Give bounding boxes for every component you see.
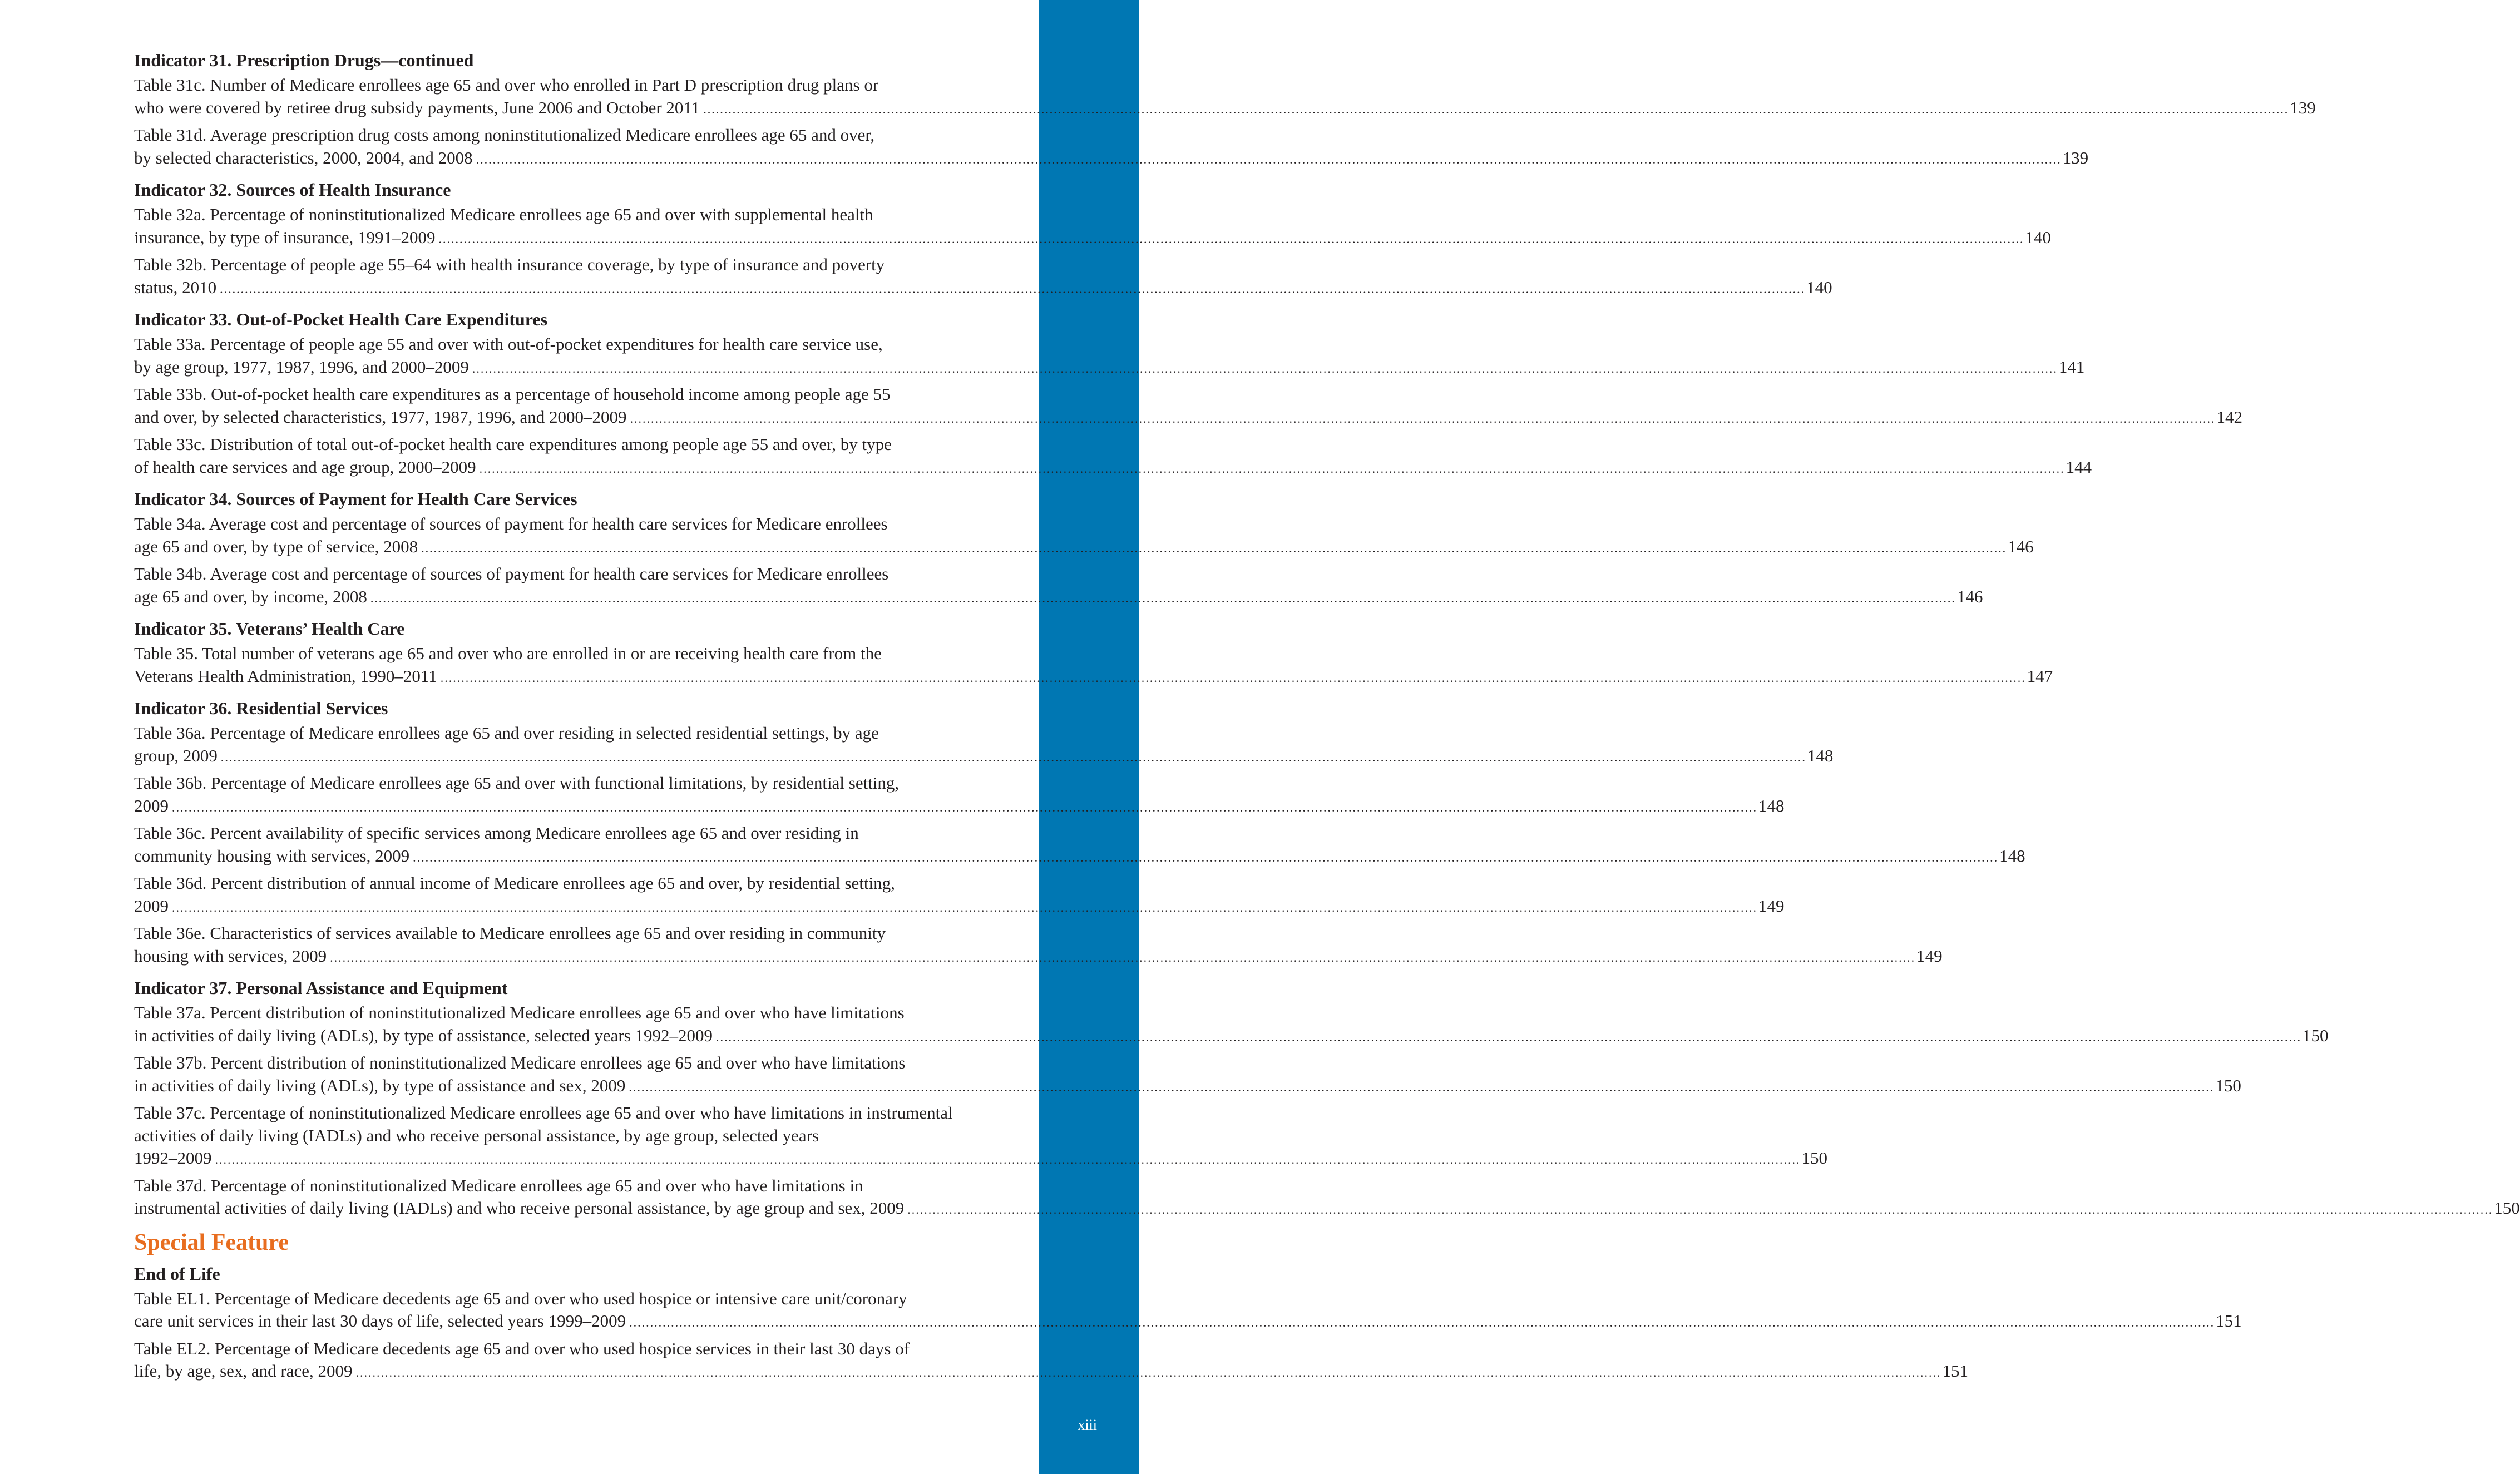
toc-entry[interactable] (134, 1288, 2242, 1334)
toc-entry-title: Table 33a. Percentage of people age 55 and over with out-of-pocket expenditures for health care service use, (134, 334, 883, 354)
toc-section (134, 487, 2034, 610)
toc-entry[interactable] (134, 513, 2034, 560)
toc-entry-title: Table 33b. Out-of-pocket health care expenditures as a percentage of household income among people age 55 (134, 384, 891, 404)
toc-entry-last-line (134, 1360, 1969, 1384)
toc-section (134, 307, 2242, 480)
toc-entry-last-line (134, 406, 2242, 431)
dot-leader: ............................................................................................................................................................................................................................................................................................................................................................................................ (479, 461, 2065, 476)
toc-entry[interactable] (134, 922, 1943, 969)
toc-entry-title-end: insurance, by type of insurance, 1991–2009 (134, 227, 436, 247)
dot-leader: ............................................................................................................................................................................................................................................................................................................................................................................................ (703, 102, 2289, 116)
toc-page-number[interactable]: 139 (2290, 97, 2316, 117)
toc-entry-last-line (134, 147, 2089, 171)
toc-entry-last-line (134, 665, 2053, 690)
toc-entry[interactable] (134, 722, 1834, 769)
toc-page-number[interactable]: 150 (2215, 1075, 2241, 1095)
toc-entry[interactable] (134, 772, 1785, 819)
toc-entry[interactable] (134, 1102, 1827, 1171)
toc-entry-title: Table 32a. Percentage of noninstitutionalized Medicare enrollees age 65 and over with supplemental health (134, 205, 873, 224)
dot-leader: ............................................................................................................................................................................................................................................................................................................................................................................................ (220, 750, 1806, 764)
sidebar-band (1039, 0, 1139, 1474)
toc-section (134, 1262, 2242, 1384)
toc-entry[interactable] (134, 333, 2085, 380)
toc-entry-last-line (134, 745, 1834, 769)
toc-page-number[interactable]: 151 (2216, 1311, 2242, 1330)
dot-leader: ............................................................................................................................................................................................................................................................................................................................................................................................ (629, 1315, 2215, 1329)
toc-page-number[interactable]: 144 (2066, 457, 2092, 477)
toc-page-number[interactable]: 147 (2027, 666, 2053, 686)
toc-entry-last-line (134, 536, 2034, 560)
dot-leader: ............................................................................................................................................................................................................................................................................................................................................................................................ (413, 850, 1999, 864)
toc-entry-title-end: by age group, 1977, 1987, 1996, and 2000–2009 (134, 357, 469, 377)
toc-entry-title: Table 31d. Average prescription drug costs among noninstitutionalized Medicare enrollees age 65 and over, (134, 125, 875, 145)
toc-entry-last-line (134, 1310, 2242, 1334)
toc-section (134, 48, 2316, 171)
toc-entry-title: Table 32b. Percentage of people age 55–64 with health insurance coverage, by type of insurance and poverty (134, 255, 885, 274)
toc-entry-title: Table 37d. Percentage of noninstitutionalized Medicare enrollees age 65 and over who have limitations in (134, 1175, 863, 1195)
toc-page-number[interactable]: 150 (1801, 1148, 1827, 1168)
toc-entry-title-end: community housing with services, 2009 (134, 845, 410, 865)
toc-entry-title: Table 34a. Average cost and percentage of sources of payment for health care services for Medicare enrollees (134, 514, 888, 533)
toc-entry[interactable] (134, 642, 2053, 689)
toc-page-number[interactable]: 146 (1956, 586, 1983, 606)
dot-leader: ............................................................................................................................................................................................................................................................................................................................................................................................ (476, 152, 2062, 166)
toc-entry-title: Table 35. Total number of veterans age 65 and over who are enrolled in or are receiving health care from the (134, 644, 882, 663)
toc-entry-title: Table EL2. Percentage of Medicare decedents age 65 and over who used hospice services in their last 30 days of (134, 1338, 910, 1358)
dot-leader: ............................................................................................................................................................................................................................................................................................................................................................................................ (472, 361, 2058, 375)
dot-leader: ............................................................................................................................................................................................................................................................................................................................................................................................ (355, 1366, 1941, 1379)
dot-leader: ............................................................................................................................................................................................................................................................................................................................................................................................ (629, 1080, 2215, 1094)
toc-entry-title-end: Veterans Health Administration, 1990–2011 (134, 666, 437, 686)
table-of-contents (134, 48, 2520, 1391)
toc-entry-title-end: who were covered by retiree drug subsidy payments, June 2006 and October 2011 (134, 97, 700, 117)
toc-entry-title: Table 36c. Percent availability of specific services among Medicare enrollees age 65 and over residing in (134, 823, 859, 843)
toc-entry[interactable] (134, 1052, 2241, 1099)
toc-entry-last-line (134, 795, 1785, 819)
toc-entry-title: Table 36a. Percentage of Medicare enrollees age 65 and over residing in selected residential settings, by age (134, 723, 879, 743)
special-feature (134, 1228, 2242, 1384)
toc-section (134, 976, 2520, 1221)
toc-entry[interactable] (134, 74, 2316, 121)
toc-entry-last-line (134, 1075, 2241, 1099)
toc-section (134, 177, 2052, 300)
toc-entry-title-end: status, 2010 (134, 277, 217, 297)
section-heading: End of Life (134, 1263, 220, 1284)
indicator-heading: Indicator 32. Sources of Health Insurance (134, 180, 451, 200)
toc-entry[interactable] (134, 1338, 1969, 1384)
indicator-heading: Indicator 36. Residential Services (134, 698, 388, 718)
indicator-list (134, 48, 2520, 1221)
special-feature-sections (134, 1262, 2242, 1384)
toc-entry-title: Table 34b. Average cost and percentage of sources of payment for health care services for Medicare enrollees (134, 564, 889, 583)
dot-leader: ............................................................................................................................................................................................................................................................................................................................................................................................ (172, 800, 1757, 814)
toc-entry-title-end: age 65 and over, by type of service, 2008 (134, 536, 418, 556)
toc-entry-last-line (134, 226, 2052, 251)
toc-entry-title: Table 33c. Distribution of total out-of-pocket health care expenditures among people age 55 and over, by type (134, 434, 892, 454)
toc-page-number[interactable]: 139 (2062, 147, 2089, 167)
toc-entry[interactable] (134, 1175, 2520, 1221)
special-feature-heading: Special Feature (134, 1229, 289, 1255)
dot-leader: ............................................................................................................................................................................................................................................................................................................................................................................................ (215, 1153, 1801, 1166)
toc-entry-title: Table 36b. Percentage of Medicare enrollees age 65 and over with functional limitations, by residential setting, (134, 773, 900, 793)
indicator-heading: Indicator 35. Veterans’ Health Care (134, 619, 405, 639)
toc-entry-last-line (134, 586, 1983, 610)
toc-section (134, 696, 2025, 969)
toc-entry-title-end: of health care services and age group, 2000–2009 (134, 457, 476, 477)
toc-entry[interactable] (134, 254, 1832, 300)
indicator-heading: Indicator 37. Personal Assistance and Equipment (134, 978, 508, 998)
toc-page-number[interactable]: 149 (1758, 896, 1785, 916)
dot-leader: ............................................................................................................................................................................................................................................................................................................................................................................................ (370, 591, 1956, 605)
dot-leader: ............................................................................................................................................................................................................................................................................................................................................................................................ (715, 1030, 2301, 1044)
toc-entry-last-line (134, 97, 2316, 121)
toc-entry-title: Table 36e. Characteristics of services available to Medicare enrollees age 65 and over residing in community (134, 923, 886, 943)
toc-entry[interactable] (134, 433, 2092, 480)
toc-entry-last-line (134, 456, 2092, 481)
dot-leader: ............................................................................................................................................................................................................................................................................................................................................................................................ (330, 950, 1916, 964)
toc-page-number[interactable]: 142 (2216, 407, 2242, 427)
toc-entry[interactable] (134, 204, 2052, 250)
dot-leader: ............................................................................................................................................................................................................................................................................................................................................................................................ (220, 281, 1806, 296)
toc-entry[interactable] (134, 1002, 2329, 1048)
toc-entry-title-end: life, by age, sex, and race, 2009 (134, 1361, 353, 1381)
toc-entry-title-end: instrumental activities of daily living (IADLs) and who receive personal assistance, by age group and sex, 2009 (134, 1198, 905, 1218)
toc-page-number[interactable]: 141 (2058, 357, 2085, 377)
toc-entry-title-end: care unit services in their last 30 days of life, selected years 1999–2009 (134, 1311, 626, 1330)
indicator-heading: Indicator 31. Prescription Drugs—continued (134, 50, 474, 70)
toc-page-number[interactable]: 150 (2302, 1025, 2329, 1045)
toc-page-number[interactable]: 140 (2025, 227, 2052, 247)
dot-leader: ............................................................................................................................................................................................................................................................................................................................................................................................ (172, 900, 1757, 914)
toc-page-number[interactable]: 148 (1807, 745, 1834, 765)
toc-entry-title-end: housing with services, 2009 (134, 946, 327, 966)
toc-entry-last-line (134, 1025, 2329, 1049)
toc-entry-title-end: in activities of daily living (ADLs), by type of assistance, selected years 1992–2009 (134, 1025, 713, 1045)
toc-entry[interactable] (134, 872, 1785, 919)
toc-entry-last-line (134, 1197, 2520, 1221)
toc-page-number[interactable]: 140 (1806, 277, 1832, 297)
dot-leader: ............................................................................................................................................................................................................................................................................................................................................................................................ (440, 670, 2026, 685)
toc-entry-title: Table 31c. Number of Medicare enrollees age 65 and over who enrolled in Part D prescription drug plans or (134, 75, 879, 95)
toc-entry-last-line (134, 276, 1832, 301)
toc-entry-title: Table 37a. Percent distribution of noninstitutionalized Medicare enrollees age 65 and over who have limitations (134, 1003, 905, 1022)
toc-entry-last-line (134, 945, 1943, 970)
toc-page-number[interactable]: 148 (1999, 845, 2025, 865)
toc-page-number[interactable]: 149 (1916, 946, 1943, 966)
toc-entry-last-line (134, 356, 2085, 380)
toc-entry-last-line (134, 1147, 1827, 1171)
toc-entry[interactable] (134, 822, 2025, 869)
toc-entry-title-end: 2009 (134, 896, 169, 916)
toc-page-number[interactable]: 148 (1758, 795, 1785, 815)
toc-entry-title-end: age 65 and over, by income, 2008 (134, 586, 367, 606)
toc-entry[interactable] (134, 383, 2242, 430)
toc-entry-title-end: and over, by selected characteristics, 1977, 1987, 1996, and 2000–2009 (134, 407, 627, 427)
toc-entry[interactable] (134, 563, 1983, 610)
toc-entry-title-end: group, 2009 (134, 745, 218, 765)
dot-leader: ............................................................................................................................................................................................................................................................................................................................................................................................ (438, 231, 2024, 246)
toc-page-number[interactable]: 151 (1942, 1361, 1969, 1381)
toc-entry-last-line (134, 895, 1785, 919)
indicator-heading: Indicator 34. Sources of Payment for Health Care Services (134, 489, 577, 509)
toc-entry-title: Table 36d. Percent distribution of annual income of Medicare enrollees age 65 and over, by residential setting, (134, 873, 895, 893)
toc-entry-last-line (134, 845, 2025, 869)
dot-leader: ............................................................................................................................................................................................................................................................................................................................................................................................ (421, 541, 2007, 555)
dot-leader: ............................................................................................................................................................................................................................................................................................................................................................................................ (630, 411, 2216, 426)
indicator-heading: Indicator 33. Out-of-Pocket Health Care Expenditures (134, 309, 548, 329)
page-number: xiii (1078, 1417, 1097, 1433)
toc-entry-title-end: by selected characteristics, 2000, 2004, and 2008 (134, 147, 473, 167)
dot-leader: ............................................................................................................................................................................................................................................................................................................................................................................................ (907, 1203, 2493, 1216)
toc-page-number[interactable]: 146 (2008, 536, 2034, 556)
toc-entry-title: Table 37c. Percentage of noninstitutionalized Medicare enrollees age 65 and over who have limitations in instrumental activities of daily living (IADLs) and who receive personal assistance, by age group, selected years (134, 1103, 953, 1145)
toc-entry-title: Table EL1. Percentage of Medicare decedents age 65 and over who used hospice or intensive care unit/coronary (134, 1288, 907, 1308)
toc-entry-title-end: 2009 (134, 795, 169, 815)
toc-section (134, 616, 2053, 689)
toc-entry[interactable] (134, 124, 2089, 171)
toc-entry-title-end: 1992–2009 (134, 1148, 212, 1168)
toc-entry-title-end: in activities of daily living (ADLs), by type of assistance and sex, 2009 (134, 1075, 626, 1095)
toc-page-number[interactable]: 150 (2494, 1198, 2520, 1218)
toc-entry-title: Table 37b. Percent distribution of noninstitutionalized Medicare enrollees age 65 and over who have limitations (134, 1053, 906, 1072)
